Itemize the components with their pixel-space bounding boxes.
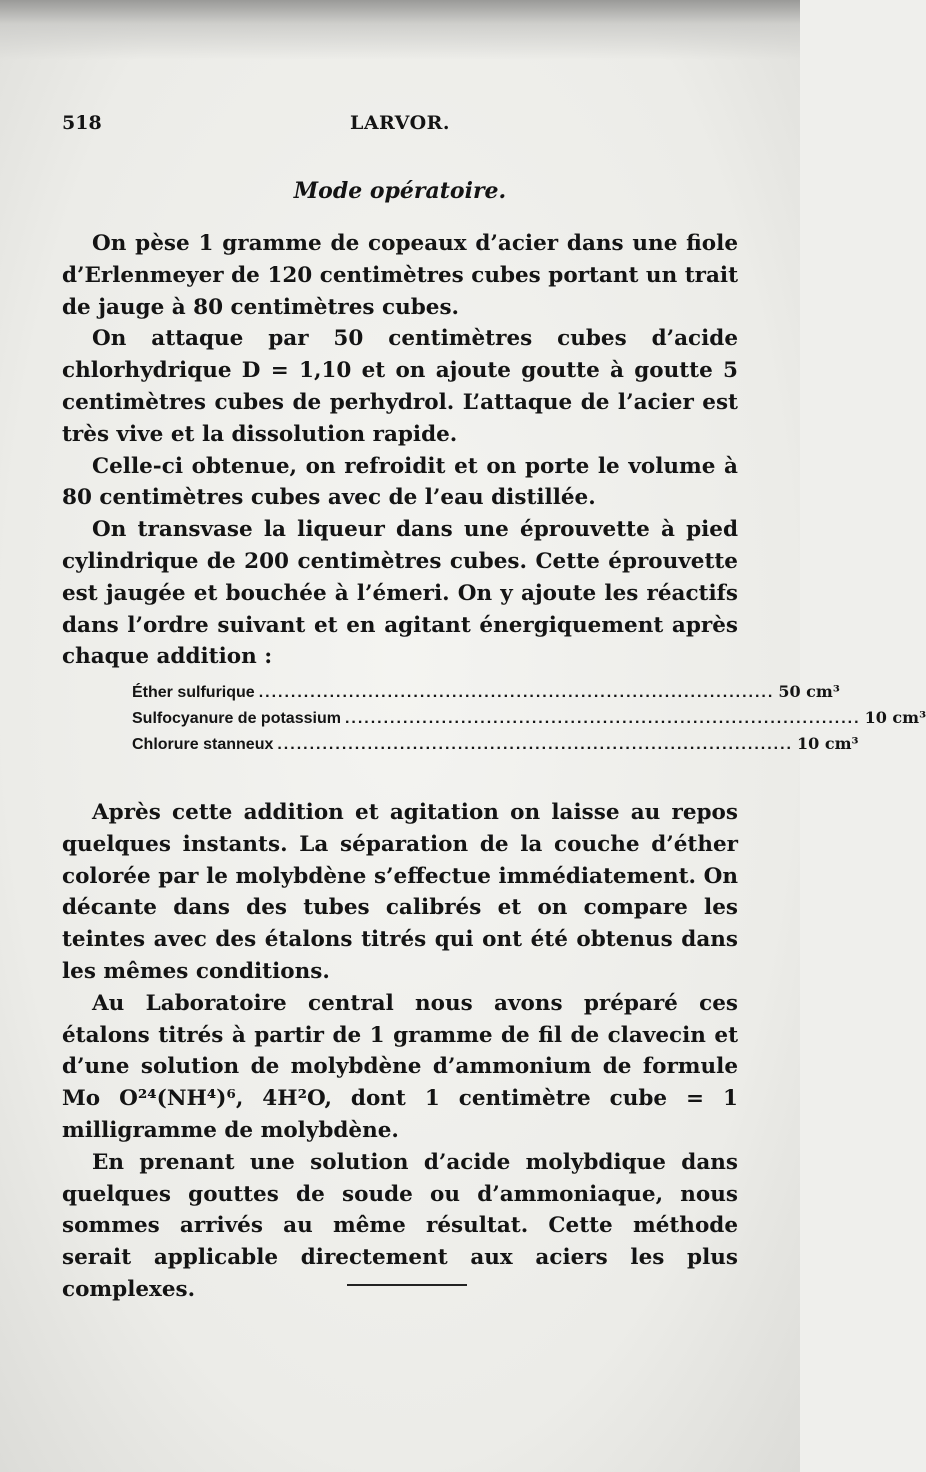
paragraph: On attaque par 50 centimètres cubes d’acide chlorhydrique D = 1,10 et on ajoute goutte à goutte 5 centimètres cubes de perhydrol. L’attaque de l’acier est très vive et la dissolution rapide. bbox=[62, 326, 738, 447]
reagent-name: Sulfocyanure de potassium bbox=[132, 710, 341, 727]
reagent-quantity: 10 cm³ bbox=[796, 734, 859, 753]
leader-dots: ................................................................................ bbox=[258, 684, 775, 701]
reagent-quantity: 10 cm³ bbox=[864, 708, 926, 727]
paragraph: On pèse 1 gramme de copeaux d’acier dans une fiole d’Erlenmeyer de 120 centimètres cubes portant un trait de jauge à 80 centimètres cubes. bbox=[62, 231, 738, 320]
body-text-after-table bbox=[62, 797, 738, 1306]
leader-dots: ................................................................................ bbox=[277, 736, 793, 753]
reagent-list bbox=[132, 682, 926, 760]
running-title: LARVOR. bbox=[349, 112, 451, 134]
leader-dots: ................................................................................ bbox=[344, 710, 861, 727]
reagent-name: Éther sulfurique bbox=[132, 684, 255, 701]
scan-shadow bbox=[0, 0, 800, 60]
page-number: 518 bbox=[62, 112, 102, 134]
paragraph: Au Laboratoire central nous avons préparé ces étalons titrés à partir de 1 gramme de fil de clavecin et d’une solution de molybdène d’ammonium de formule Mo O²⁴(NH⁴)⁶, 4H²O, dont 1 centimètre cube = 1 milligramme de molybdène. bbox=[62, 990, 738, 1143]
section-title: Mode opératoire. bbox=[293, 178, 507, 204]
paragraph: Celle-ci obtenue, on refroidit et on porte le volume à 80 centimètres cubes avec de l’eau distillée. bbox=[62, 453, 738, 511]
body-text-before-table bbox=[62, 228, 738, 673]
paragraph: En prenant une solution d’acide molybdique dans quelques gouttes de soude ou d’ammoniaque, nous sommes arrivés au même résultat. Cette méthode serait applicable directement aux aciers les plus complexes. bbox=[62, 1149, 738, 1302]
end-rule bbox=[347, 1284, 467, 1286]
paragraph: On transvase la liqueur dans une éprouvette à pied cylindrique de 200 centimètres cubes. Cette éprouvette est jaugée et bouchée à l’émeri. On y ajoute les réactifs dans l’ordre suivant et en agitant énergiquement après chaque addition : bbox=[62, 517, 738, 670]
page-header bbox=[62, 112, 738, 142]
reagent-quantity: 50 cm³ bbox=[778, 682, 840, 701]
reagent-row bbox=[132, 734, 859, 760]
reagent-row bbox=[132, 682, 840, 708]
paragraph: Après cette addition et agitation on laisse au repos quelques instants. La séparation de la couche d’éther colorée par le molybdène s’effectue immédiatement. On décante dans des tubes calibrés et on compare les teintes avec des étalons titrés qui ont été obtenus dans les mêmes conditions. bbox=[62, 800, 738, 984]
reagent-name: Chlorure stanneux bbox=[132, 736, 274, 753]
reagent-row bbox=[132, 708, 926, 734]
